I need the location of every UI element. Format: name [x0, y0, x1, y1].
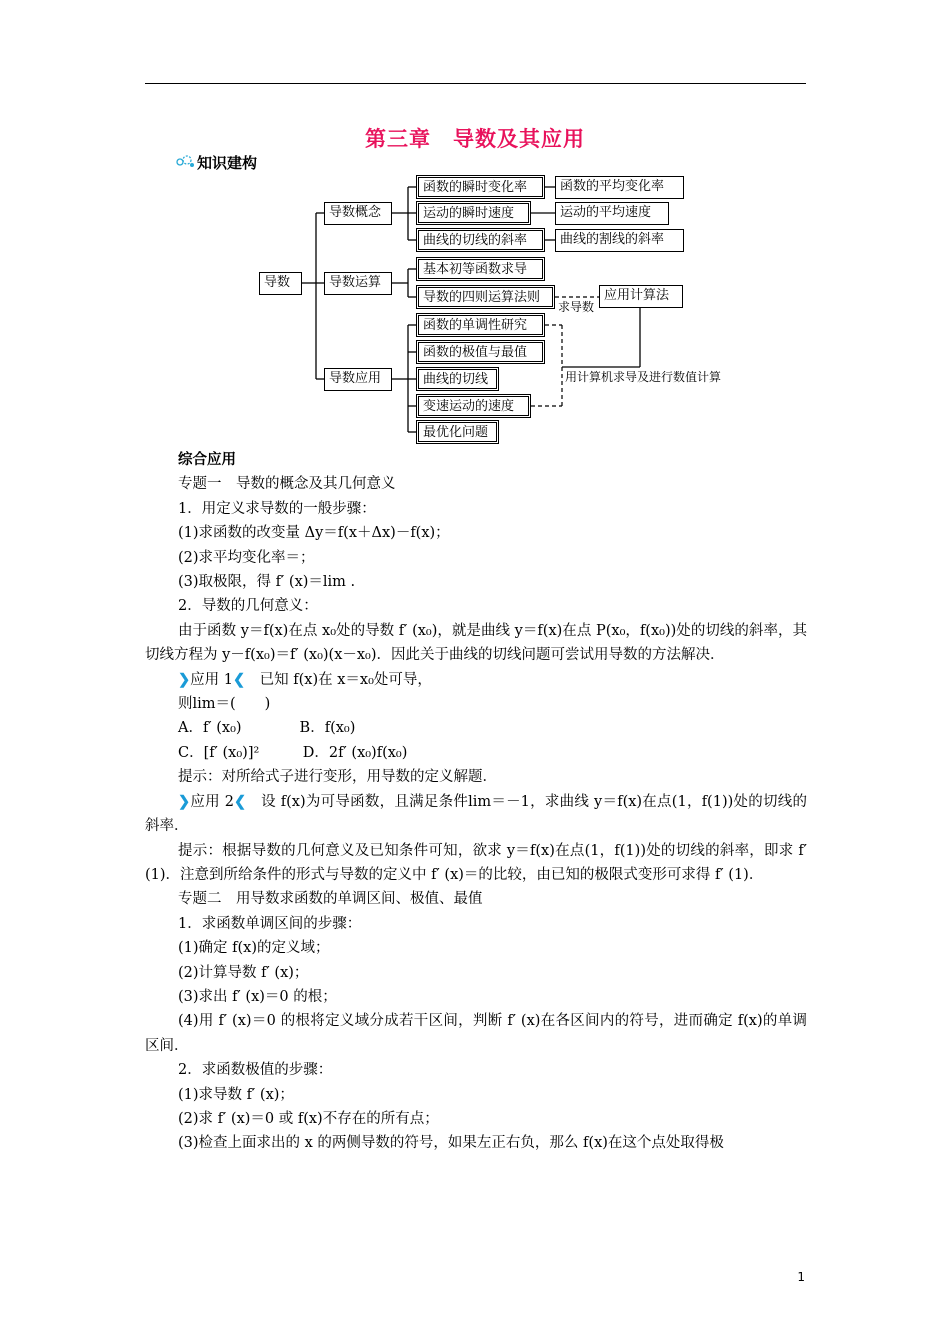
choice-line: A．f′ (x₀) B．f(x₀)	[178, 720, 356, 737]
application-item: 曲线的切线	[416, 367, 499, 391]
topic-heading: 专题一 导数的概念及其几何意义	[178, 476, 396, 493]
body-heading: 综合应用	[178, 452, 236, 468]
text-line: (3)求出 f′ (x)＝0 的根；	[178, 988, 337, 1005]
text-line: (1)确定 f(x)的定义域；	[178, 940, 330, 957]
concept-item: 函数的瞬时变化率	[416, 175, 545, 199]
calc-method-node: 应用计算法	[599, 285, 683, 308]
text-line: (1)求函数的改变量 Δy＝f(x＋Δx)－f(x)；	[178, 525, 450, 542]
application-item: 函数的单调性研究	[416, 313, 545, 337]
operation-item: 导数的四则运算法则	[416, 285, 555, 309]
application-text: 已知 f(x)在 x＝x₀处可导，	[259, 671, 432, 688]
topic-heading: 专题二 用导数求函数的单调区间、极值、最值	[178, 891, 483, 908]
text-line: (3)取极限，得 f′ (x)＝lim .	[178, 574, 356, 591]
arrow-left-icon: ❮	[234, 792, 247, 810]
application-item: 变速运动的速度	[416, 394, 531, 418]
hint-line: 提示：对所给式子进行变形，用导数的定义解题．	[178, 769, 497, 786]
application-item: 函数的极值与最值	[416, 340, 545, 364]
concept-pair: 函数的平均变化率	[555, 176, 684, 199]
text-line: (2)求平均变化率＝；	[178, 549, 315, 566]
concept-item: 运动的瞬时速度	[416, 201, 531, 225]
text-line: 则lim＝( )	[178, 696, 271, 713]
text-line: (2)求 f′ (x)＝0 或 f(x)不存在的所有点；	[178, 1110, 439, 1127]
text-line: 1．求函数单调区间的步骤：	[178, 915, 362, 932]
paragraph: (4)用 f′ (x)＝0 的根将定义域分成若干区间，判断 f′ (x)在各区间内的符号，进而确定 f(x)的单调区间．	[145, 1013, 807, 1054]
application-text: 设 f(x)为可导函数，且满足条件lim＝－1，求曲线 y＝f(x)在点(1，f(1))处的切线的斜率．	[145, 793, 808, 835]
operation-item: 基本初等函数求导	[416, 257, 545, 281]
concept-item: 曲线的切线的斜率	[416, 228, 545, 252]
application-label: 应用 1	[190, 671, 233, 688]
hint-paragraph: 提示：根据导数的几何意义及已知条件可知，欲求 y＝f(x)在点(1，f(1))处的切线的斜率，即求 f′ (1)．注意到所给条件的形式与导数的定义中 f′ (x)＝的比较，由已知的极限式变形可求得 f′ (1)．	[145, 842, 807, 883]
text-line: 2．导数的几何意义：	[178, 598, 318, 615]
text-line: (3)检查上面求出的 x 的两侧导数的符号，如果左正右负，那么 f(x)在这个点处取得极	[178, 1135, 724, 1152]
branch-concept: 导数概念	[324, 202, 392, 225]
choice-line: C．[f′ (x₀)]² D．2f′ (x₀)f(x₀)	[178, 744, 408, 761]
section-heading-label: 知识建构	[197, 154, 258, 172]
paragraph: 由于函数 y＝f(x)在点 x₀处的导数 f′ (x₀)，就是曲线 y＝f(x)在点 P(x₀，f(x₀))处的切线的斜率，其切线方程为 y－f(x₀)＝f′ (x₀)(x－x₀)．因此关于曲线的切线问题可尝试用导数的方法解决．	[145, 622, 807, 664]
root-node: 导数	[259, 272, 302, 295]
concept-pair: 曲线的割线的斜率	[555, 229, 684, 252]
calc-label-long: 用计算机求导及进行数值计算	[565, 370, 722, 384]
text-line: (1)求导数 f′ (x)；	[178, 1086, 294, 1103]
application-paragraph	[145, 790, 807, 839]
application-label: 应用 2	[190, 793, 234, 810]
branch-application: 导数应用	[324, 368, 392, 391]
page-number: 1	[797, 1270, 805, 1284]
branch-operation: 导数运算	[324, 272, 392, 295]
arrow-left-icon: ❮	[233, 670, 246, 688]
calc-label-short: 求导数	[558, 300, 595, 314]
chapter-title: 第三章 导数及其应用	[365, 127, 585, 151]
text-line: (2)计算导数 f′ (x)；	[178, 964, 309, 981]
application-line	[145, 668, 807, 692]
arrow-right-icon: ❯	[178, 792, 191, 810]
application-item: 最优化问题	[416, 420, 499, 444]
text-line: 1．用定义求导数的一般步骤：	[178, 500, 376, 517]
body-text	[145, 448, 807, 1156]
concept-pair: 运动的平均速度	[555, 202, 669, 225]
text-line: 2．求函数极值的步骤：	[178, 1062, 333, 1079]
arrow-right-icon: ❯	[178, 670, 191, 688]
